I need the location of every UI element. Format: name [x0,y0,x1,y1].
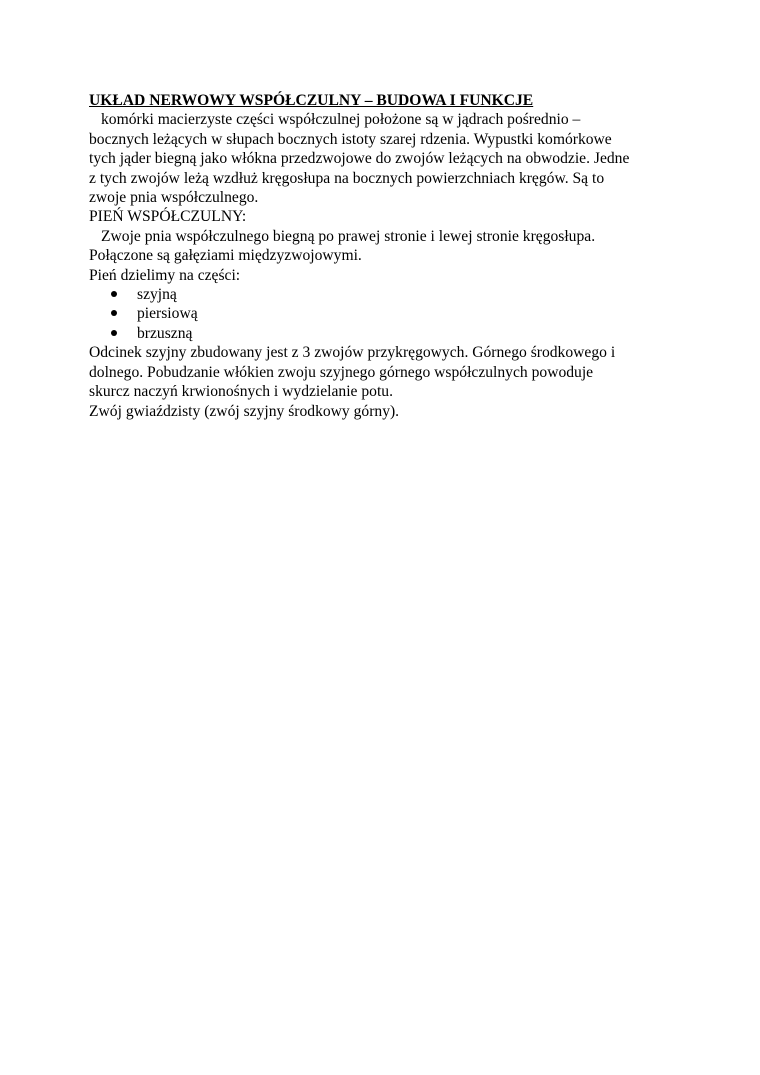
document-page [89,91,679,421]
text-line: zwoje pnia współczulnego. [89,189,259,207]
text-line: Zwoje pnia współczulnego biegną po prawej stronie i lewej stronie kręgosłupa. [101,227,596,245]
intro-paragraph [89,110,679,207]
document-title: UKŁAD NERWOWY WSPÓŁCZULNY – BUDOWA I FUNKCJE [89,92,534,109]
list-item [89,285,679,304]
bullet-icon [111,291,117,297]
text-line: dolnego. Pobudzanie włókien zwoju szyjnego górnego współczulnych powoduje [89,363,594,381]
text-line: tych jąder biegną jako włókna przedzwojowe do zwojów leżących na obwodzie. Jedne [89,150,630,168]
section-paragraph [89,227,679,285]
list-item-label: brzuszną [137,324,193,342]
section-heading: PIEŃ WSPÓŁCZULNY: [89,208,247,226]
parts-list [89,285,679,343]
list-item-label: szyjną [137,286,177,304]
text-line: z tych zwojów leżą wzdłuż kręgosłupa na bocznych powierzchniach kręgów. Są to [89,169,605,187]
text-line: Połączone są gałęziami międzyzwojowymi. [89,247,362,265]
list-item [89,304,679,323]
bullet-icon [111,330,117,336]
bullet-icon [111,310,117,316]
text-line: Odcinek szyjny zbudowany jest z 3 zwojów przykręgowych. Górnego środkowego i [89,344,616,362]
text-line: bocznych leżących w słupach bocznych istoty szarej rdzenia. Wypustki komórkowe [89,130,612,148]
text-line: skurcz naczyń krwionośnych i wydzielanie potu. [89,383,393,401]
text-line: Pień dzielimy na części: [89,266,241,284]
cervical-paragraph [89,343,679,421]
text-line: Zwój gwiaździsty (zwój szyjny środkowy górny). [89,402,400,420]
list-item-label: piersiową [137,305,198,323]
text-line: komórki macierzyste części współczulnej położone są w jądrach pośrednio – [101,111,581,129]
list-item [89,324,679,343]
